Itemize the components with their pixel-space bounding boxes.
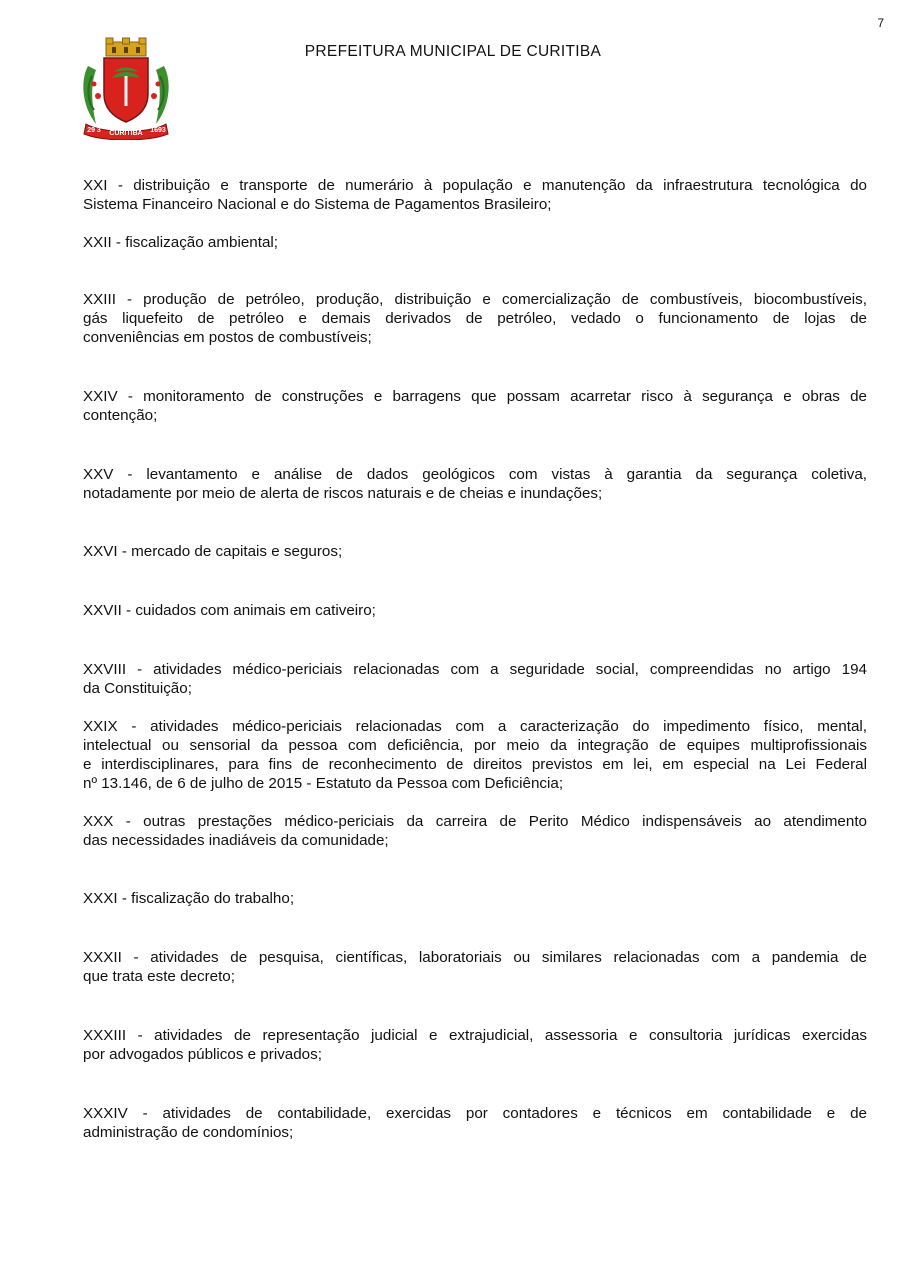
clause-line: e interdisciplinares, para fins de reconhecimento de direitos previstos em lei, em especial na Lei Federal xyxy=(83,756,867,773)
seal-year-right: 1693 xyxy=(150,127,166,134)
clause-paragraph xyxy=(83,812,867,850)
clause-paragraph xyxy=(83,290,867,347)
clause-paragraph xyxy=(83,387,867,425)
clause-line: conveniências em postos de combustíveis; xyxy=(83,329,372,346)
clause-line: nº 13.146, de 6 de julho de 2015 - Estatuto da Pessoa com Deficiência; xyxy=(83,775,564,792)
clause-paragraph xyxy=(83,948,867,986)
clause-line: XXVIII - atividades médico-periciais relacionadas com a seguridade social, compreendidas no artigo 194 xyxy=(83,661,867,678)
clause-line: da Constituição; xyxy=(83,680,192,697)
clause-line: XXII - fiscalização ambiental; xyxy=(83,234,278,251)
clause-paragraph xyxy=(83,1026,867,1064)
clause-paragraph xyxy=(83,233,867,252)
clause-line: notadamente por meio de alerta de riscos naturais e de cheias e inundações; xyxy=(83,485,603,502)
clause-paragraph xyxy=(83,889,867,908)
clause-line: XXVI - mercado de capitais e seguros; xyxy=(83,543,343,560)
clause-paragraph xyxy=(83,176,867,214)
clause-line: Sistema Financeiro Nacional e do Sistema de Pagamentos Brasileiro; xyxy=(83,196,552,213)
clause-paragraph xyxy=(83,465,867,503)
clause-line: XXXII - atividades de pesquisa, científicas, laboratoriais ou similares relacionadas com a pandemia de xyxy=(83,949,867,966)
clause-line: XXIX - atividades médico-periciais relacionadas com a caracterização do impedimento físico, mental, xyxy=(83,718,867,735)
clause-line: XXXIV - atividades de contabilidade, exercidas por contadores e técnicos em contabilidade e de xyxy=(83,1105,867,1122)
clause-line: XXIII - produção de petróleo, produção, distribuição e comercialização de combustíveis, biocombustíveis, xyxy=(83,291,867,308)
clause-paragraph xyxy=(83,660,867,698)
clause-line: XXV - levantamento e análise de dados geológicos com vistas à garantia da segurança coletiva, xyxy=(83,466,867,483)
seal-ribbon-text: CURITIBA xyxy=(109,130,143,137)
clause-line: XXI - distribuição e transporte de numerário à população e manutenção da infraestrutura tecnológica do xyxy=(83,177,867,194)
clause-paragraph xyxy=(83,601,867,620)
clause-line: das necessidades inadiáveis da comunidade; xyxy=(83,832,389,849)
clause-line: contenção; xyxy=(83,407,158,424)
clause-paragraph xyxy=(83,1104,867,1142)
header-title: PREFEITURA MUNICIPAL DE CURITIBA xyxy=(304,43,602,60)
clause-line: intelectual ou sensorial da pessoa com deficiência, por meio da integração de equipes multiprofissionais xyxy=(83,737,867,754)
clause-line: XXVII - cuidados com animais em cativeiro; xyxy=(83,602,376,619)
seal-year-left: 29 3 xyxy=(87,127,101,134)
clause-line: XXXIII - atividades de representação judicial e extrajudicial, assessoria e consultoria jurídicas exercidas xyxy=(83,1027,867,1044)
clause-line: administração de condomínios; xyxy=(83,1124,294,1141)
clause-line: XXX - outras prestações médico-periciais da carreira de Perito Médico indispensáveis ao atendimento xyxy=(83,813,867,830)
clause-paragraph xyxy=(83,542,867,561)
clause-line: por advogados públicos e privados; xyxy=(83,1046,322,1063)
clause-line: XXXI - fiscalização do trabalho; xyxy=(83,890,295,907)
clause-line: XXIV - monitoramento de construções e barragens que possam acarretar risco à segurança e obras de xyxy=(83,388,867,405)
page-number: 7 xyxy=(877,16,884,30)
clause-line: que trata este decreto; xyxy=(83,968,235,985)
clause-line: gás liquefeito de petróleo e demais derivados de petróleo, vedado o funcionamento de lojas de xyxy=(83,310,867,327)
clause-paragraph xyxy=(83,717,867,793)
document-body xyxy=(83,176,867,1142)
